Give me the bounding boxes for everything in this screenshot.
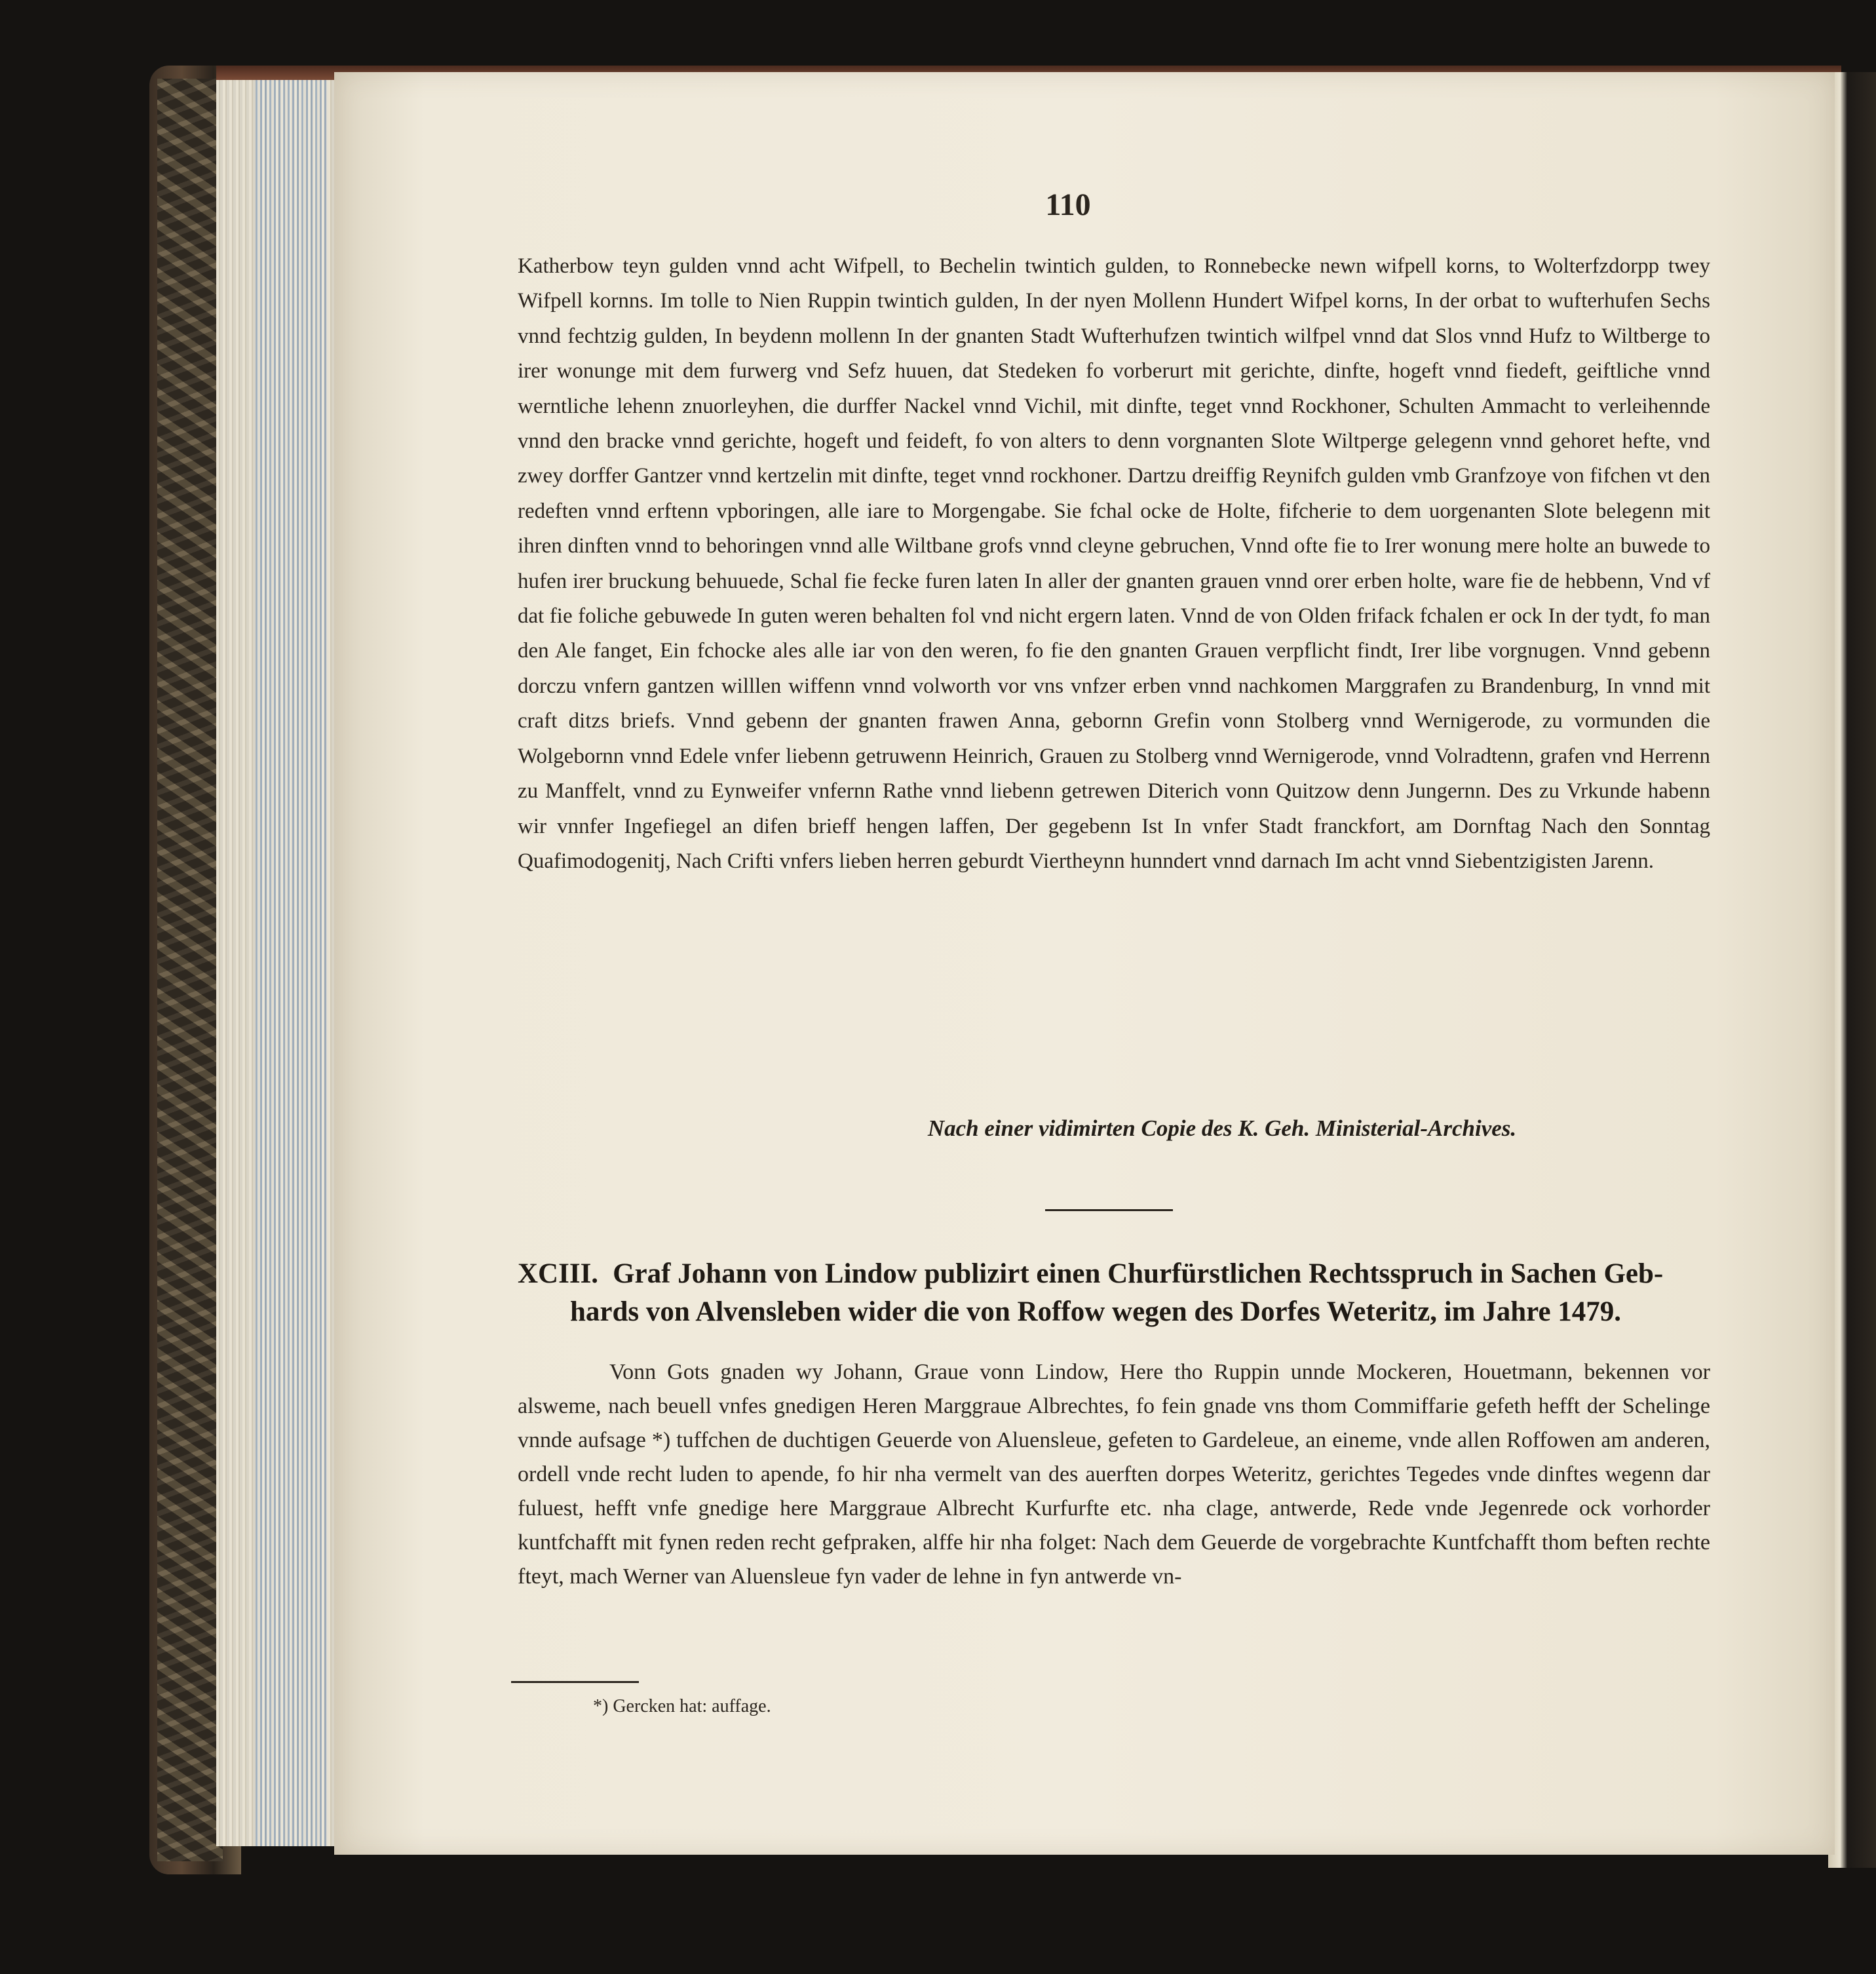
section-number: XCIII. [518,1258,599,1289]
section-title-line2: hards von Alvensleben wider die von Roffow wegen des Dorfes Weteritz, im Jahre 1479. [570,1296,1622,1327]
footnote: *) Gercken hat: auffage. [593,1696,771,1716]
page-stack-edges [216,73,341,1846]
footnote-rule [511,1681,639,1683]
source-attribution: Nach einer vidimirten Copie des K. Geh. Ministerial-Archives. [927,1115,1517,1141]
charter-continuation-text [518,249,1710,879]
sprinkled-edge [256,73,328,1846]
section-title-line1: Graf Johann von Lindow publizirt einen Churfürstlichen Rechtsspruch in Sachen Geb- [613,1258,1664,1289]
marbled-endpaper [157,79,223,1861]
book-cover-right [1828,72,1876,1868]
section-divider [1045,1209,1173,1211]
section-heading [518,1255,1710,1331]
page-number: 110 [1045,187,1091,222]
body-paragraph: Katherbow teyn gulden vnnd acht Wifpell, to Bechelin twintich gulden, to Ronnebecke newn wifpell korns, to Wolterfzdorpp twey Wifpell kornns. Im tolle to Nien Ruppin twintich gulden, In der nyen Mollenn Hundert Wifpel korns, In der orbat to wufterhufen Sechs vnnd fechtzig gulden, In beydenn mollenn In der gnanten Stadt Wufterhufzen twintich wilfpel vnnd dat Slos vnnd Hufz to Wiltberge to irer wonunge mit dem furwerg vnd Sefz huuen, dat Stedeken fo vorberurt mit gerichte, dinfte, hogeft vnnd fiedeft, geiftliche vnnd werntliche lehenn znuorleyhen, die durffer Nackel vnnd Vichil, mit dinfte, teget vnnd Rockhoner, Schulten Ammacht to verleihennde vnnd den bracke vnnd gerichte, hogeft und feideft, fo von alters to denn vorgnanten Slote Wiltperge gelegenn vnnd gehoret hefte, vnd zwey dorffer Gantzer vnnd kertzelin mit dinfte, teget vnnd rockhoner. Dartzu dreiffig Reynifch gulden vmb Granfzoye von fifchen vt den redeften vnnd erftenn vpboringen, alle iare to Morgengabe. Sie fchal ocke de Holte, fifcherie to dem uorgenanten Slote belegenn mit ihren dinften vnnd to behoringen vnnd alle Wiltbane grofs vnnd cleyne gebruchen, Vnnd ofte fie to Irer wonung mere holte an buwede to hufen irer bruckung behuuede, Schal fie fecke furen laten In aller der gnanten grauen vnnd orer erben holte, ware fie de hebbenn, Vnd vf dat fie foliche gebuwede In guten weren behalten fol vnd nicht ergern laten. Vnnd de von Olden frifack fchalen er ock In der tydt, fo man den Ale fanget, Ein fchocke ales alle iar von den weren, fo fie den gnanten Grauen verpflicht findt, Irer libe vorgnugen. Vnnd gebenn dorczu vnfern gantzen willlen wiffenn vnnd volworth vor vns vnfzer erben vnnd nachkomen Marggrafen zu Brandenburg, In vnnd mit craft ditzs briefs. Vnnd gebenn der gnanten frawen Anna, gebornn Grefin vonn Stolberg vnnd Wernigerode, zu vormunden die Wolgebornn vnnd Edele vnfer liebenn getruwenn Heinrich, Grauen zu Stolberg vnnd Wernigerode, vnnd Volradtenn, grafen vnd Herrenn zu Manffelt, vnnd zu Eynweifer vnfernn Rathe vnnd liebenn getrewen Diterich vonn Quitzow denn Jungernn. Des zu Vrkunde habenn wir vnnfer Ingefiegel an difen brieff hengen laffen, Der gegebenn Ist In vnfer Stadt franckfort, am Dornftag Nach den Sonntag Quafimodogenitj, Nach Crifti vnfers lieben herren geburdt Viertheynn hunndert vnnd darnach Im acht vnnd Siebentzigisten Jarenn. [518,254,1710,873]
document-text: Vonn Gots gnaden wy Johann, Graue vonn Lindow, Here tho Ruppin unnde Mockeren, Houetmann, bekennen vor alsweme, nach beuell vnfes gnedigen Heren Marggraue Albrechtes, fo fein gnade vns thom Commiffarie gefeth hefft der Schelinge vnnde aufsage *) tuffchen de duchtigen Geuerde von Aluensleue, gefeten to Gardeleue, an eineme, vnde allen Roffowen am anderen, ordell vnde recht luden to apende, fo hir nha vermelt van des auerften dorpes Weteritz, gerichtes Tegedes vnde dinftes wegenn dar fuluest, hefft vnfe gnedige here Marggraue Albrecht Kurfurfte etc. nha clage, antwerde, Rede vnde Jegenrede ock vorhorder kuntfchafft mit fynen reden recht gefpraken, alffe hir nha folget: Nach dem Geuerde de vorgebrachte Kuntfchafft thom beften rechte fteyt, mach Werner van Aluensleue fyn vader de lehne in fyn antwerde vn- [518,1360,1710,1589]
